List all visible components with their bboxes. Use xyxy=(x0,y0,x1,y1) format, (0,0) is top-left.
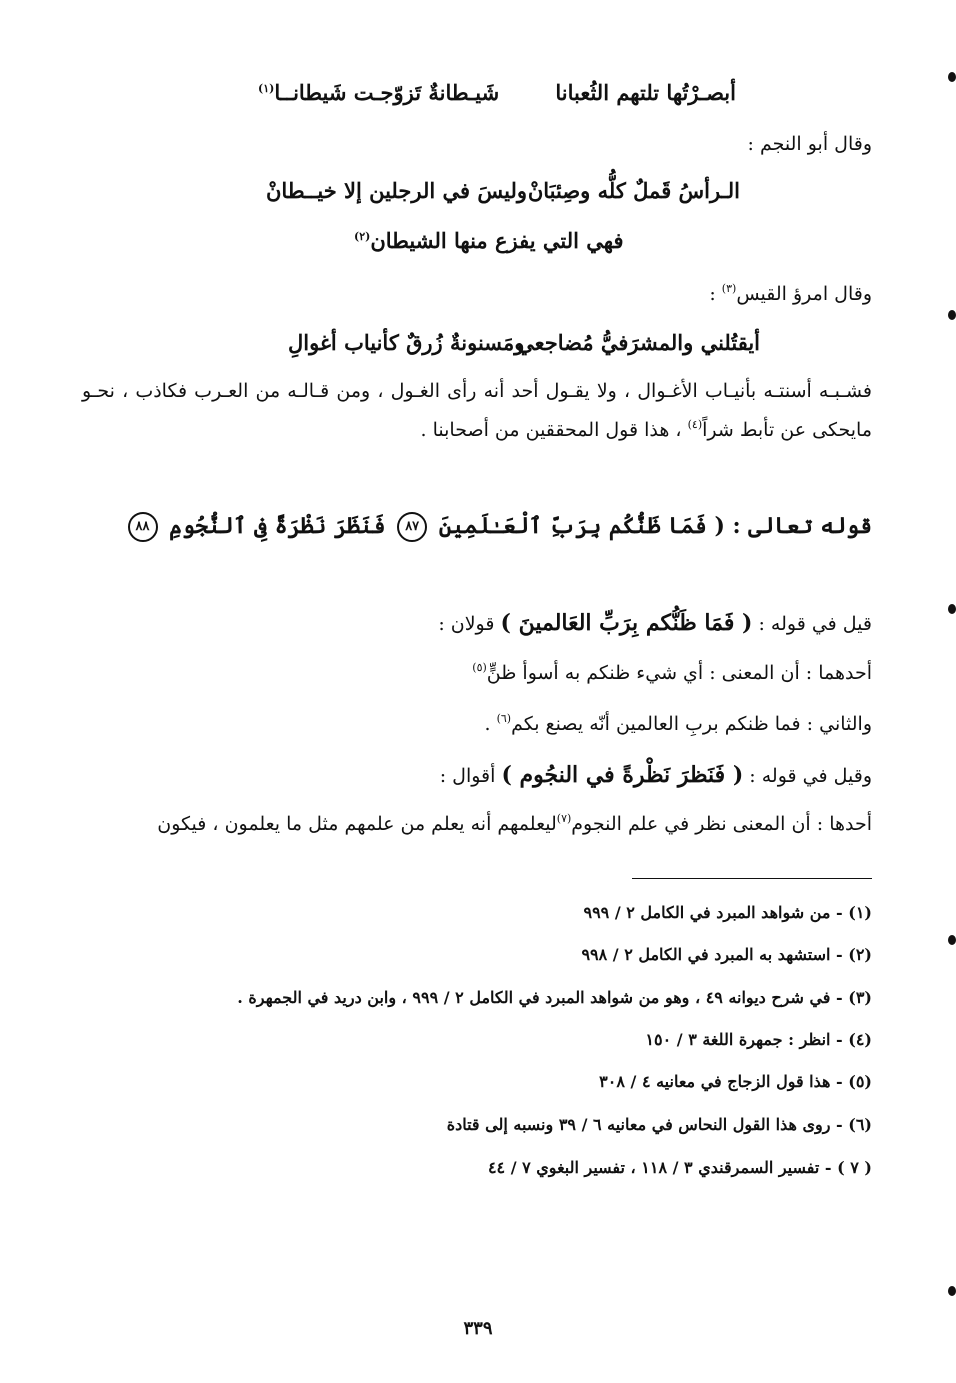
footnote-separator xyxy=(632,878,872,879)
page-number: ٣٣٩ xyxy=(463,1318,493,1339)
poem2-first-hemistich: الـرأسُ قَملٌ كلُّه وصِئبَانْ xyxy=(527,178,740,203)
footnote-2: (٢) - استشهد به المبرد في الكامل ٢ / ٩٩٨ xyxy=(581,945,872,964)
margin-mark xyxy=(948,604,956,614)
footnote-ref: (٢) xyxy=(354,230,371,243)
footnote-6: (٦) - روى هذا القول النحاس في معانيه ٦ / ٣٩ ونسبه إلى قتادة xyxy=(446,1115,872,1134)
footnote-ref: (٦) xyxy=(496,712,512,725)
body-line: والثاني : فما ظنكم بربِ العالمين أنّه يصنع بكم$^{(٦)}$ . xyxy=(484,712,872,735)
ayah-number-marker: ٨٨ xyxy=(128,512,158,542)
paragraph-line: مايحكى عن تأبط شراً$^{(٤)}$ ، هذا قول المحققين من أصحابنا . xyxy=(420,418,872,441)
footnote-ref: (٣) xyxy=(721,282,737,295)
margin-mark xyxy=(948,1286,956,1296)
footnote-3: (٣) - في شرح ديوانه ٤٩ ، وهو من شواهد المبرد في الكامل ٢ / ٩٩٩ ، وابن دريد في الجمهرة . xyxy=(237,988,872,1007)
footnote-ref: (٥) xyxy=(472,661,487,674)
poem1-first-hemistich: أبصـرْتُها تلتهم الثُعبانا xyxy=(555,80,736,105)
poem1-second-hemistich: شَيـطانةٌ تَزوّجـت شَيطانــا$^{(١)}$ xyxy=(258,80,500,105)
footnote-ref: (١) xyxy=(258,82,275,95)
poem2-second-hemistich: وليسَ في الرجلين إلا خيــطانْ xyxy=(266,178,527,203)
body-line: قيل في قوله : ( فَمَا ظَنُّكم بِرَبِّ العَالمينَ ) قولان : xyxy=(438,610,872,636)
footnote-1: (١) - من شواهد المبرد في الكامل ٢ / ٩٩٩ xyxy=(583,903,872,922)
margin-mark xyxy=(948,310,956,320)
footnote-5: (٥) - هذا قول الزجاج في معانيه ٤ / ٣٠٨ xyxy=(599,1072,872,1091)
poem3-first-hemistich: أيقتُلني والمشرَفيُّ مُضاجعي xyxy=(517,330,760,355)
poem3-second-hemistich: ومَسنونةٌ زُرقٌ كأنياب أغوالِ xyxy=(288,330,525,355)
quoted-verse: ( فَمَا ظَنُّكم بِرَبِّ العَالمينَ ) xyxy=(500,610,753,636)
verse-text: فَنَظَرَ نَظْرَةً فِى ٱلنُّجُومِ xyxy=(169,513,386,539)
margin-mark xyxy=(948,935,956,945)
intro-imru-al-qais: وقال امرؤ القيس$^{(٣)}$ : xyxy=(709,282,872,305)
quoted-verse: ( فَنَظرَ نَظْرةً في النجُوم ) xyxy=(501,762,744,788)
poem2-third-line: فهي التي يفزع منها الشيطان$^{(٢)}$ xyxy=(354,228,624,253)
ayah-number-marker: ٨٧ xyxy=(397,512,427,542)
paragraph-line: فشـبـه أسنتـه بأنيـاب الأغـوال ، ولا يقـول أحد أنه رأى الغـول ، ومن قـالـه من العـرب فكاذب ، نحـو xyxy=(82,380,872,402)
quran-verse-heading: قوله تعالى : ( فَمَا ظَنُّكُم بِرَبِّ ٱلْعَـٰلَمِينَ ٨٧ فَنَظَرَ نَظْرَةً فِى ٱلنُّجُومِ ٨٨ xyxy=(124,512,873,542)
body-line: أحدهما : أن المعنى : أي شيء ظنكم به أسوأ ظنٍّ$^{(٥)}$ xyxy=(472,661,872,684)
intro-abu-najm: وقال أبو النجم : xyxy=(747,133,872,155)
heading-lead: قوله تعالى : xyxy=(732,513,872,539)
body-line: وقيل في قوله : ( فَنَظرَ نَظْرةً في النجُوم ) أقوال : xyxy=(439,762,872,788)
footnote-7: ( ٧ ) - تفسير السمرقندي ٣ / ١١٨ ، تفسير البغوي ٧ / ٤٤ xyxy=(487,1158,872,1177)
margin-mark xyxy=(948,72,956,82)
footnote-4: (٤) - انظر : جمهرة اللغة ٣ / ١٥٠ xyxy=(645,1030,872,1049)
verse-text: فَمَا ظَنُّكُم بِرَبِّ ٱلْعَـٰلَمِينَ xyxy=(438,513,707,539)
footnote-ref: (٤) xyxy=(687,418,703,431)
body-line: أحدها : أن المعنى نظر في علم النجوم$^{(٧)}$ليعلمهم أنه يعلم من علمهم مثل ما يعلمون ، فيكون xyxy=(157,812,872,835)
footnote-ref: (٧) xyxy=(556,812,572,825)
